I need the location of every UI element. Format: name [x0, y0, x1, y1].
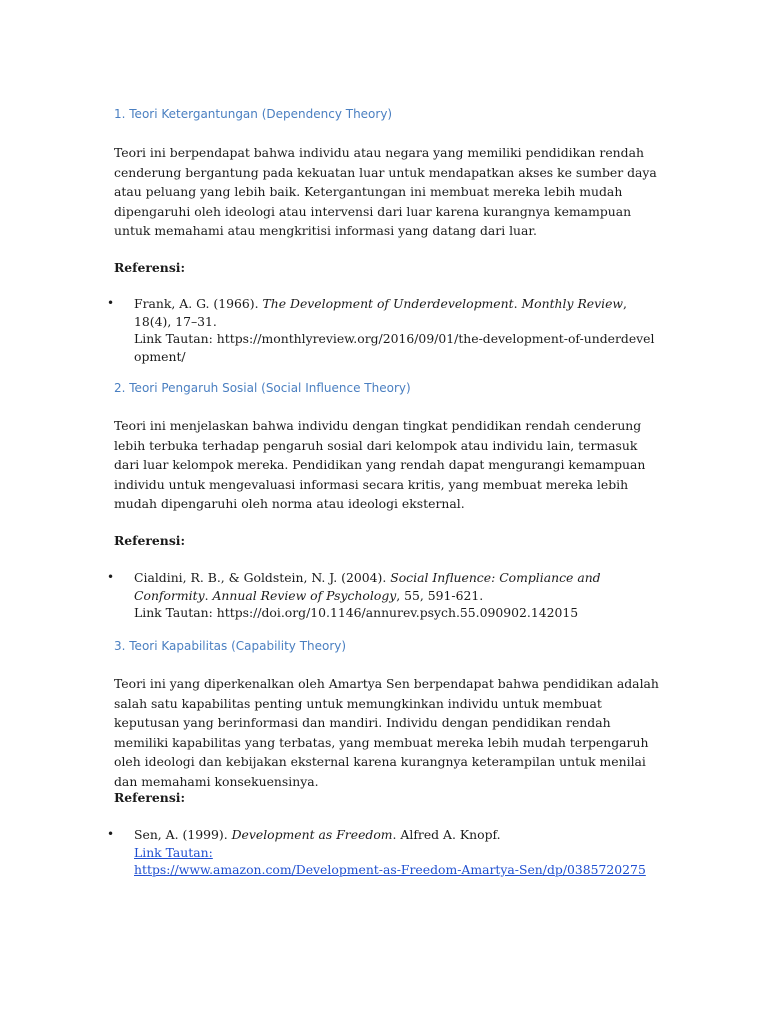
reference-label: Referensi: — [114, 260, 186, 275]
bullet-icon: • — [107, 570, 115, 584]
reference-link[interactable]: https://monthlyreview.org/2016/09/01/the-development-of-underdevelopment/ — [134, 331, 655, 364]
section-body-dependency: Teori ini berpendapat bahwa individu atau negara yang memiliki pendidikan rendah cenderung bergantung pada kekuatan luar untuk mendapatkan akses ke sumber daya atau peluang yang lebih baik. Ketergantungan ini membuat mereka lebih mudah dipengaruhi oleh ideologi atau intervensi dari luar karena kurangnya kemampuan untuk memahami atau mengkritisi informasi yang datang dari luar. — [114, 145, 657, 239]
bullet-icon: • — [107, 296, 115, 310]
reference-label: Referensi: — [114, 790, 186, 805]
section-body-social-influence: Teori ini menjelaskan bahwa individu dengan tingkat pendidikan rendah cenderung lebih terbuka terhadap pengaruh sosial dari kelompok atau individu lain, termasuk dari luar kelompok mereka. Pendidikan yang rendah dapat mengurangi kemampuan individu untuk mengevaluasi informasi secara kritis, yang membuat mereka lebih mudah dipengaruhi oleh norma atau ideologi eksternal. — [114, 418, 646, 512]
reference-link[interactable]: https://www.amazon.com/Development-as-Freedom-Amartya-Sen/dp/0385720275 — [134, 862, 646, 878]
reference-link-label[interactable]: Link Tautan: — [134, 844, 213, 860]
reference-title: Social Influence: Compliance and Conformity — [134, 570, 601, 603]
reference-item-frank — [107, 295, 659, 365]
reference-citation: Frank, A. G. (1966). The Development of Underdevelopment. Monthly Review, 18(4), 17–31. — [134, 296, 627, 329]
section-heading-dependency: 1. Teori Ketergantungan (Dependency Theory) — [114, 107, 393, 121]
section-heading-capability: 3. Teori Kapabilitas (Capability Theory) — [114, 639, 347, 653]
reference-journal: Annual Review of Psychology — [212, 587, 397, 603]
section-heading-social-influence: 2. Teori Pengaruh Sosial (Social Influence Theory) — [114, 381, 411, 395]
reference-item-cialdini — [107, 569, 659, 622]
reference-title: The Development of Underdevelopment — [262, 296, 514, 311]
reference-citation: Cialdini, R. B., & Goldstein, N. J. (2004). Social Influence: Compliance and Conformity. Annual Review of Psychology, 55, 591-621. — [134, 570, 601, 603]
reference-title: Development as Freedom — [231, 827, 393, 842]
reference-label: Referensi: — [114, 533, 186, 548]
reference-journal: Monthly Review — [521, 296, 624, 311]
reference-link-line: Link Tautan: https://monthlyreview.org/2016/09/01/the-development-of-underdevelopment/ — [134, 331, 655, 364]
reference-citation: Sen, A. (1999). Development as Freedom. Alfred A. Knopf. — [134, 827, 501, 842]
reference-item-sen — [107, 826, 659, 879]
bullet-icon: • — [107, 827, 115, 841]
reference-link-line: Link Tautan: https://doi.org/10.1146/annurev.psych.55.090902.142015 — [134, 605, 579, 621]
section-body-capability: Teori ini yang diperkenalkan oleh Amartya Sen berpendapat bahwa pendidikan adalah salah satu kapabilitas penting untuk memungkinkan individu untuk membuat keputusan yang berinformasi dan mandiri. Individu dengan pendidikan rendah memiliki kapabilitas yang terbatas, yang membuat mereka lebih mudah terpengaruh oleh ideologi dan kebijakan eksternal karena kurangnya keterampilan untuk menilai dan memahami konsekuensinya. — [114, 676, 659, 789]
reference-link[interactable]: https://doi.org/10.1146/annurev.psych.55.090902.142015 — [216, 605, 579, 621]
